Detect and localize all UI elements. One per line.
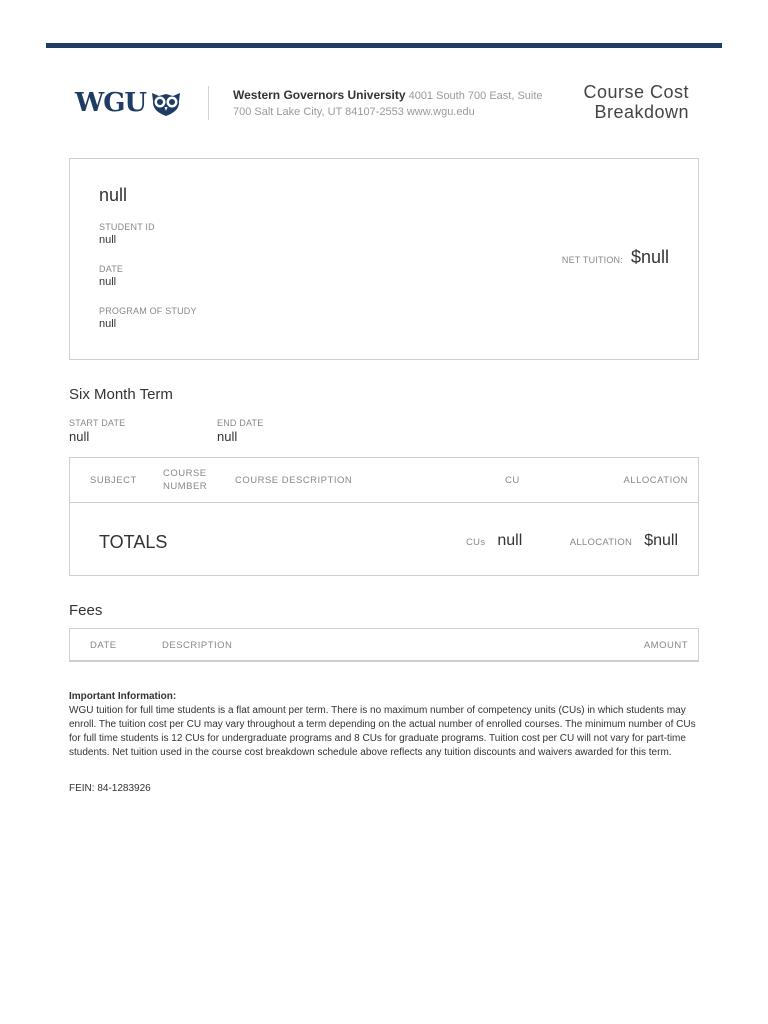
- date-label: DATE: [99, 264, 124, 274]
- university-address: [233, 87, 543, 120]
- fees-table: [69, 628, 699, 662]
- program-value: null: [99, 318, 117, 330]
- header-allocation: ALLOCATION: [623, 475, 688, 486]
- end-date-label: END DATE: [217, 418, 264, 428]
- document-header: [75, 82, 689, 126]
- top-accent-bar: [46, 43, 722, 48]
- totals-label: TOTALS: [99, 532, 168, 552]
- program-label: PROGRAM OF STUDY: [99, 306, 197, 316]
- student-id-label: STUDENT ID: [99, 222, 155, 232]
- term-dates: [69, 417, 369, 447]
- student-info-box: [69, 158, 699, 360]
- header-course-number: COURSE NUMBER: [163, 468, 208, 492]
- date-field: [99, 263, 123, 289]
- fees-title: Fees: [69, 602, 103, 619]
- term-title: Six Month Term: [69, 386, 173, 403]
- date-value: null: [99, 276, 117, 288]
- program-field: [99, 305, 197, 331]
- wgu-logo: [75, 88, 187, 118]
- start-date-value: null: [69, 429, 90, 444]
- totals-cus-label: CUs: [466, 537, 486, 548]
- start-date-field: [69, 417, 125, 445]
- info-heading: Important Information:: [69, 691, 177, 702]
- totals-allocation-value: $null: [644, 532, 678, 549]
- fees-header-amount: AMOUNT: [643, 640, 688, 651]
- fein-number: FEIN: 84-1283926: [69, 783, 151, 794]
- fees-header-date: DATE: [90, 640, 117, 651]
- totals-allocation-label: ALLOCATION: [569, 537, 633, 548]
- end-date-field: [217, 417, 263, 445]
- totals-cus: [466, 532, 522, 550]
- student-name: null: [99, 185, 128, 205]
- header-divider: [208, 86, 209, 120]
- fees-header-description: DESCRIPTION: [162, 640, 233, 651]
- header-subject: SUBJECT: [90, 475, 137, 486]
- student-id-field: [99, 221, 155, 247]
- header-course-description: COURSE DESCRIPTION: [235, 475, 353, 486]
- net-tuition: [562, 247, 669, 268]
- totals-cus-value: null: [497, 532, 523, 549]
- header-cu: CU: [505, 475, 520, 486]
- logo-text: WGU: [75, 88, 147, 118]
- document-title: Course Cost Breakdown: [583, 82, 689, 122]
- start-date-label: START DATE: [69, 418, 126, 428]
- end-date-value: null: [217, 429, 238, 444]
- info-body: WGU tuition for full time students is a flat amount per term. There is no maximum number of competency units (CUs) in which students may enroll. The tuition cost per CU may vary throughout a term depending on the actual number of enrolled courses. The minimum number of CUs for full time students is 12 CUs for undergraduate programs and 8 CUs for graduate programs. Tuition cost per CU will not vary for part-time students. Net tuition used in the course cost breakdown schedule above reflects any tuition discounts and waivers awarded for this term.: [69, 705, 696, 758]
- student-id-value: null: [99, 234, 117, 246]
- net-tuition-value: $null: [630, 247, 669, 267]
- important-information: [69, 690, 701, 760]
- totals-allocation: [570, 532, 678, 550]
- totals-row: [70, 503, 698, 575]
- university-name: Western Governors University: [233, 88, 406, 102]
- net-tuition-label: NET TUITION:: [561, 255, 623, 265]
- address-text: 4001 South 700 East, Suite 700 Salt Lake City, UT 84107-2553 www.wgu.edu: [233, 90, 543, 118]
- course-table: [69, 457, 699, 576]
- course-table-header: [70, 458, 698, 503]
- owl-icon: [150, 89, 182, 117]
